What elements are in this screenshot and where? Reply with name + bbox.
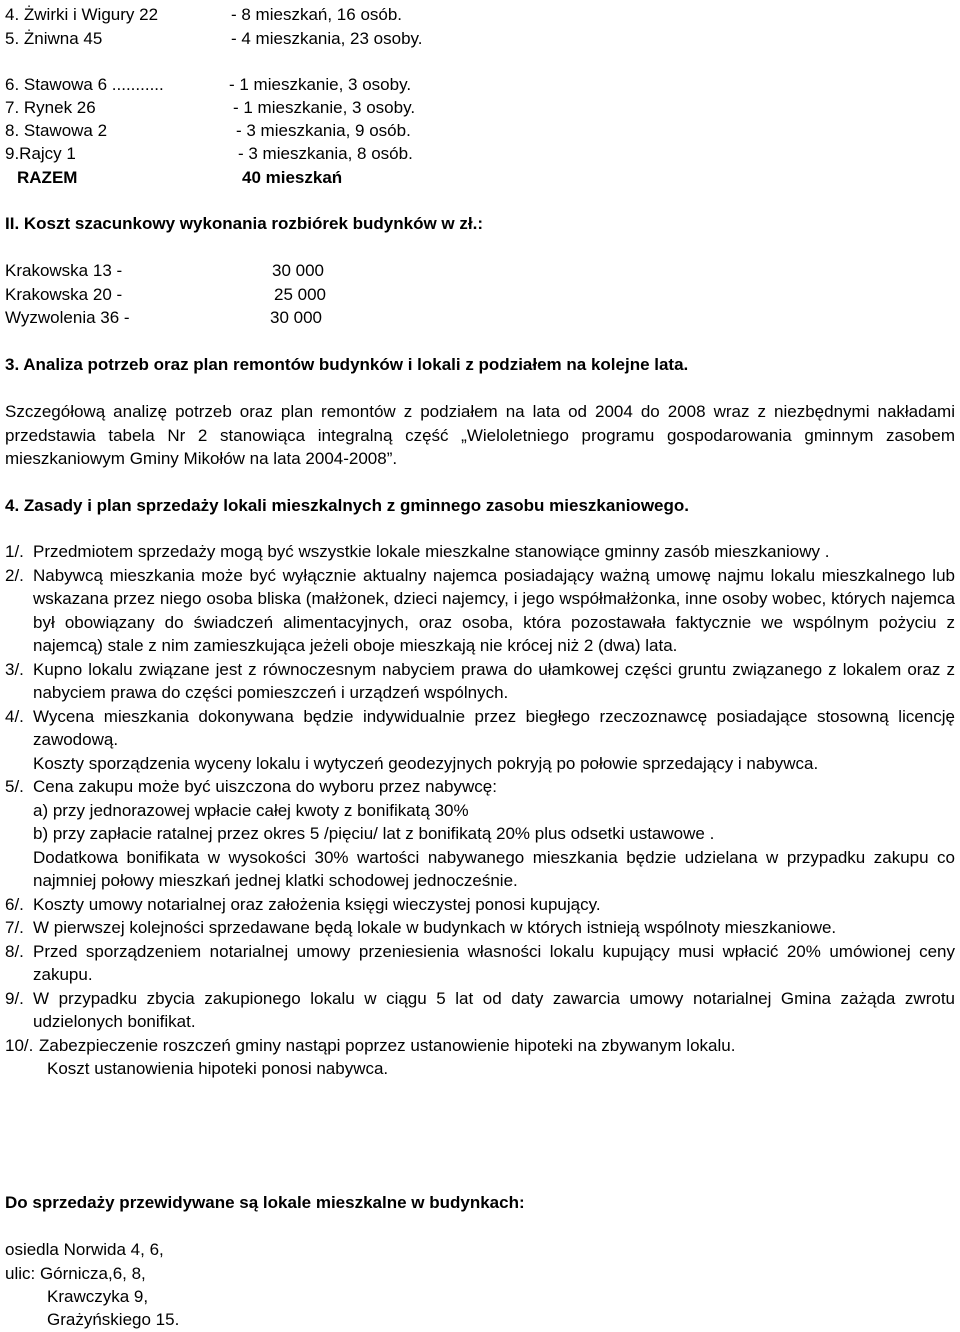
sale-rules-list [5, 540, 955, 1081]
list-item-continuation: Dodatkowa bonifikata w wysokości 30% wartości nabywanego mieszkania będzie udzielana w przypadku zakupu co najmniej połowy mieszkań jednej klatki schodowej jednocześnie. [33, 847, 955, 890]
sale-building: ulic: Górnicza,6, 8, [5, 1264, 146, 1283]
sale-building: Grażyńskiego 15. [47, 1310, 180, 1329]
list-item-option: b) przy zapłacie ratalnej przez okres 5 /pięciu/ lat z bonifikatą 20% plus odsetki ustawowe . [33, 824, 715, 843]
demolition-cost: 30 000 [272, 261, 324, 280]
section-heading: 4. Zasady i plan sprzedaży lokali mieszkalnych z gminnego zasobu mieszkaniowego. [5, 496, 689, 515]
list-item: 2/. Nabywcą mieszkania może być wyłącznie aktualny najemca posiadający ważną umowę najmu lokalu mieszkalnego lub wskazana przez niego osoba bliska (małżonek, dzieci najemcy, i jego współmałżonka, inne osoby wobec, których najemca był obowiązany do świadczeń alimentacyjnych, oraz osoba, która pozostawała faktycznie we wspólnym pożyciu z najemcą) stale z nim zamieszkująca jeżeli oboje mieszkają nie krócej niż 2 (dwa) lata. [5, 565, 955, 655]
unit-count: - 4 mieszkania, 23 osoby. [231, 29, 423, 48]
list-item: 4/. Wycena mieszkania dokonywana będzie indywidualnie przez biegłego rzeczoznawcę posiadające stosowną licencję zawodową. [5, 706, 955, 749]
list-item-continuation: Koszty sporządzenia wyceny lokalu i wytyczeń geodezyjnych pokryją po połowie sprzedający i nabywca. [33, 753, 819, 773]
list-item: 10/. Zabezpieczenie roszczeń gminy nastąpi poprzez ustanowienie hipoteki na zbywanym lokalu. [5, 1035, 736, 1055]
unit-address: 7. Rynek 26 [5, 98, 96, 117]
list-item: 1/. Przedmiotem sprzedaży mogą być wszystkie lokale mieszkalne stanowiące gminny zasób mieszkaniowy . [5, 542, 830, 561]
list-item-option: a) przy jednorazowej wpłacie całej kwoty z bonifikatą 30% [33, 800, 469, 820]
unit-address: 5. Żniwna 45 [5, 29, 103, 48]
unit-address: 9.Rajcy 1 [5, 144, 76, 163]
unit-address: 8. Stawowa 2 [5, 121, 108, 140]
unit-count: - 8 mieszkań, 16 osób. [231, 5, 403, 24]
total-label: RAZEM [17, 168, 78, 187]
unit-address: 4. Żwirki i Wigury 22 [5, 5, 159, 24]
unit-count: - 3 mieszkania, 9 osób. [236, 121, 411, 140]
sale-building: osiedla Norwida 4, 6, [5, 1240, 164, 1259]
demolition-cost: 30 000 [270, 308, 322, 327]
demolition-cost: 25 000 [274, 285, 326, 304]
list-item: 6/. Koszty umowy notarialnej oraz założenia księgi wieczystej ponosi kupujący. [5, 894, 601, 914]
unit-count: - 1 mieszkanie, 3 osoby. [233, 98, 416, 117]
list-item-continuation: Koszt ustanowienia hipoteki ponosi nabywca. [47, 1059, 389, 1078]
list-item: 5/. Cena zakupu może być uiszczona do wyboru przez nabywcę: [5, 777, 497, 796]
unit-address: 6. Stawowa 6 ........... [5, 75, 164, 94]
list-item: 9/. W przypadku zbycia zakupionego lokalu w ciągu 5 lat od daty zawarcia umowy notarialnej Gmina zażąda zwrotu udzielonych bonifikat. [5, 988, 955, 1031]
section-paragraph: Szczegółową analizę potrzeb oraz plan remontów z podziałem na lata od 2004 do 2008 wraz z niezbędnymi nakładami przedstawia tabela Nr 2 stanowiąca integralną część „Wieloletniego programu gospodarowania gminnym zasobem mieszkaniowym Gminy Mikołów na lata 2004-2008”. [5, 402, 955, 468]
section-heading: 3. Analiza potrzeb oraz plan remontów budynków i lokali z podziałem na kolejne lata. [5, 355, 689, 374]
unit-count: - 1 mieszkanie, 3 osoby. [229, 75, 412, 94]
total-value: 40 mieszkań [242, 168, 343, 187]
list-item: 7/. W pierwszej kolejności sprzedawane będą lokale w budynkach w których istnieją wspólnoty mieszkaniowe. [5, 918, 837, 937]
unit-count: - 3 mieszkania, 8 osób. [238, 144, 413, 163]
demolition-address: Wyzwolenia 36 - [5, 308, 130, 327]
section-heading: II. Koszt szacunkowy wykonania rozbiórek budynków w zł.: [5, 214, 483, 233]
demolition-address: Krakowska 20 - [5, 285, 123, 304]
sale-heading: Do sprzedaży przewidywane są lokale mieszkalne w budynkach: [5, 1193, 525, 1212]
demolition-address: Krakowska 13 - [5, 261, 123, 280]
list-item: 3/. Kupno lokalu związane jest z równoczesnym nabyciem prawa do ułamkowej części gruntu związanego z lokalem oraz z nabyciem prawa do części pomieszczeń i urządzeń wspólnych. [5, 659, 955, 702]
sale-building: Krawczyka 9, [47, 1287, 149, 1306]
list-item: 8/. Przed sporządzeniem notarialnej umowy przeniesienia własności lokalu kupujący musi wpłacić 20% umówionej ceny zakupu. [5, 941, 955, 984]
